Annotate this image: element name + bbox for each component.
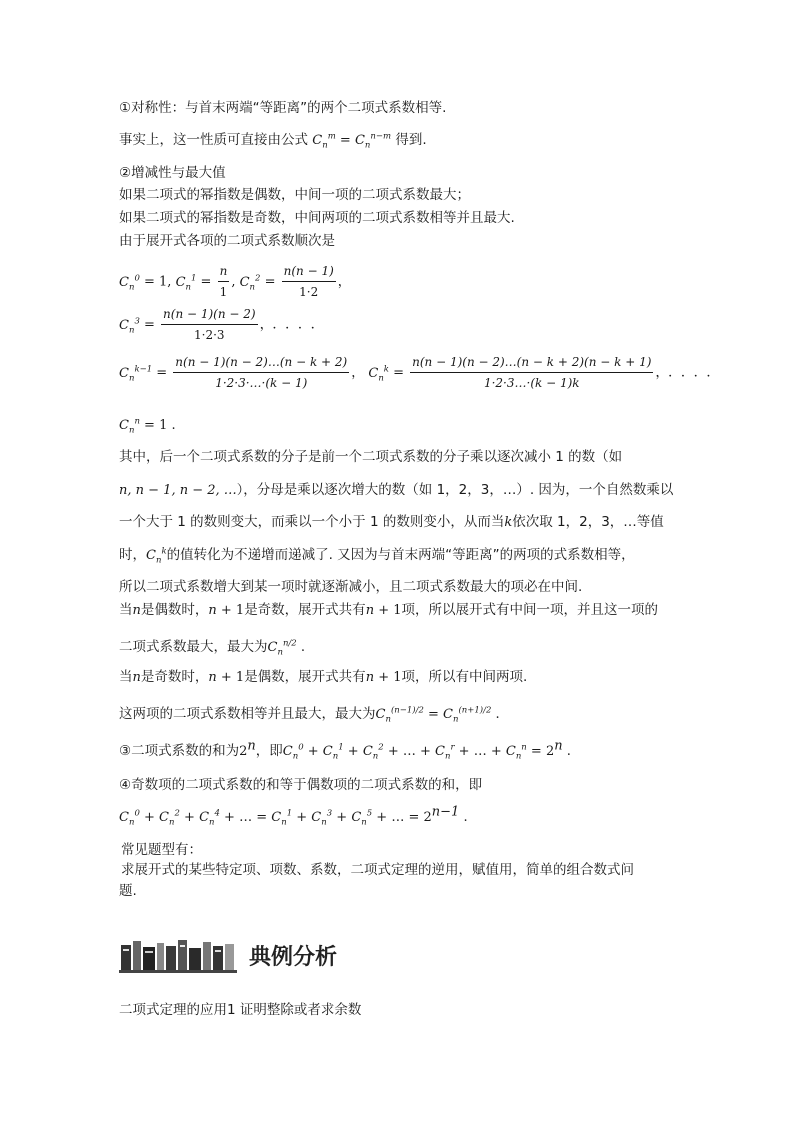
explain-line-5: 所以二项式系数增大到某一项时就逐渐减小，且二项式系数最大的项必在中间.: [119, 579, 583, 595]
section-header: [119, 935, 337, 975]
explain-line-3: 一个大于 1 的数则变大，而乘以一个小于 1 的数则变小，从而当k依次取 1，2，3，…等值: [119, 514, 664, 530]
explain-line-4: 时，$C_n^k$的值转化为不递增而递减了. 又因为与首末两端“等距离”的两项的式系数相等，: [119, 546, 635, 566]
sequence-intro-line: 由于展开式各项的二项式系数顺次是: [119, 233, 335, 249]
formula-line-4: $C_n^n = 1$ .: [119, 416, 176, 436]
odd-case-line: 当n是奇数时，n + 1是偶数，展开式共有n + 1项，所以有中间两项.: [119, 669, 528, 685]
common-types-title: 常见题型有：: [121, 842, 202, 858]
symmetry-fact-line: 事实上，这一性质可直接由公式 $C_n^m = C_n^{n-m}$ 得到.: [119, 131, 427, 151]
example-subheading: 二项式定理的应用1 证明整除或者求余数: [119, 1002, 362, 1018]
common-types-end: 题.: [119, 883, 137, 899]
section-title: 典例分析: [249, 944, 338, 970]
even-max-line: 二项式系数最大，最大为$C_n^{n/2}$ .: [119, 638, 305, 658]
sum-line: ③二项式系数的和为2$^n$，即$C_n^0 + C_n^1 + C_n^2$ + … + $C_n^r$ + … + $C_n^n = 2^n$ .: [119, 738, 571, 762]
even-case-line: 当n是偶数时，n + 1是奇数，展开式共有n + 1项，所以展开式有中间一项，并且这一项的: [119, 602, 658, 618]
odd-even-formula-line: $C_n^0 + C_n^2 + C_n^4$ + … = $C_n^1 + C_n^3 + C_n^5$ + … = $2^{n-1}$ .: [119, 804, 468, 828]
formula-line-1: $C_n^0 = 1$, $C_n^1$ = $\frac{n}{1}$ , $C_n^2$ = $\frac{n(n - 1)}{1\cdot 2}$ ，: [119, 264, 351, 299]
monotone-title: ②增减性与最大值: [119, 165, 226, 181]
common-types-body: 求展开式的某些特定项、项数、系数，二项式定理的逆用，赋值用，简单的组合数式问: [121, 862, 634, 878]
books-icon: [119, 937, 237, 973]
even-rule-line: 如果二项式的幂指数是偶数，中间一项的二项式系数最大；: [119, 187, 470, 203]
formula-line-3: $C_n^{k-1}$ = $\frac{n(n - 1)(n - 2)\dots(n - k + 2)}{1\cdot 2\cdot 3\cdot\dots\cdot(k - 1)}$ ， $C_n^k$ = $\frac{n(n - 1)(n - 2)\dots(n - k + 2)(n - k + 1)}{1\cdot 2\cdot 3\dots\cdot(k - 1)k}$ ，．．．．: [119, 355, 726, 390]
explain-line-2: n, n − 1, n − 2, …），分母是乘以逐次增大的数（如 1，2，3，…）. 因为，一个自然数乘以: [119, 482, 674, 498]
odd-rule-line: 如果二项式的幂指数是奇数，中间两项的二项式系数相等并且最大.: [119, 210, 515, 226]
odd-even-intro-line: ④奇数项的二项式系数的和等于偶数项的二项式系数的和，即: [119, 777, 483, 793]
formula-line-2: $C_n^3$ = $\frac{n(n - 1)(n - 2)}{1\cdot 2\cdot 3}$ ，．．．．: [119, 307, 331, 342]
explain-line-1: 其中，后一个二项式系数的分子是前一个二项式系数的分子乘以逐次减小 1 的数（如: [119, 449, 623, 465]
odd-max-line: 这两项的二项式系数相等并且最大，最大为$C_n^{(n-1)/2} = C_n^{(n+1)/2}$ .: [119, 705, 500, 725]
symmetry-line: ①对称性：与首末两端“等距离”的两个二项式系数相等.: [119, 100, 447, 116]
symmetry-formula: $C_n^m = C_n^{n-m}$: [312, 131, 392, 151]
